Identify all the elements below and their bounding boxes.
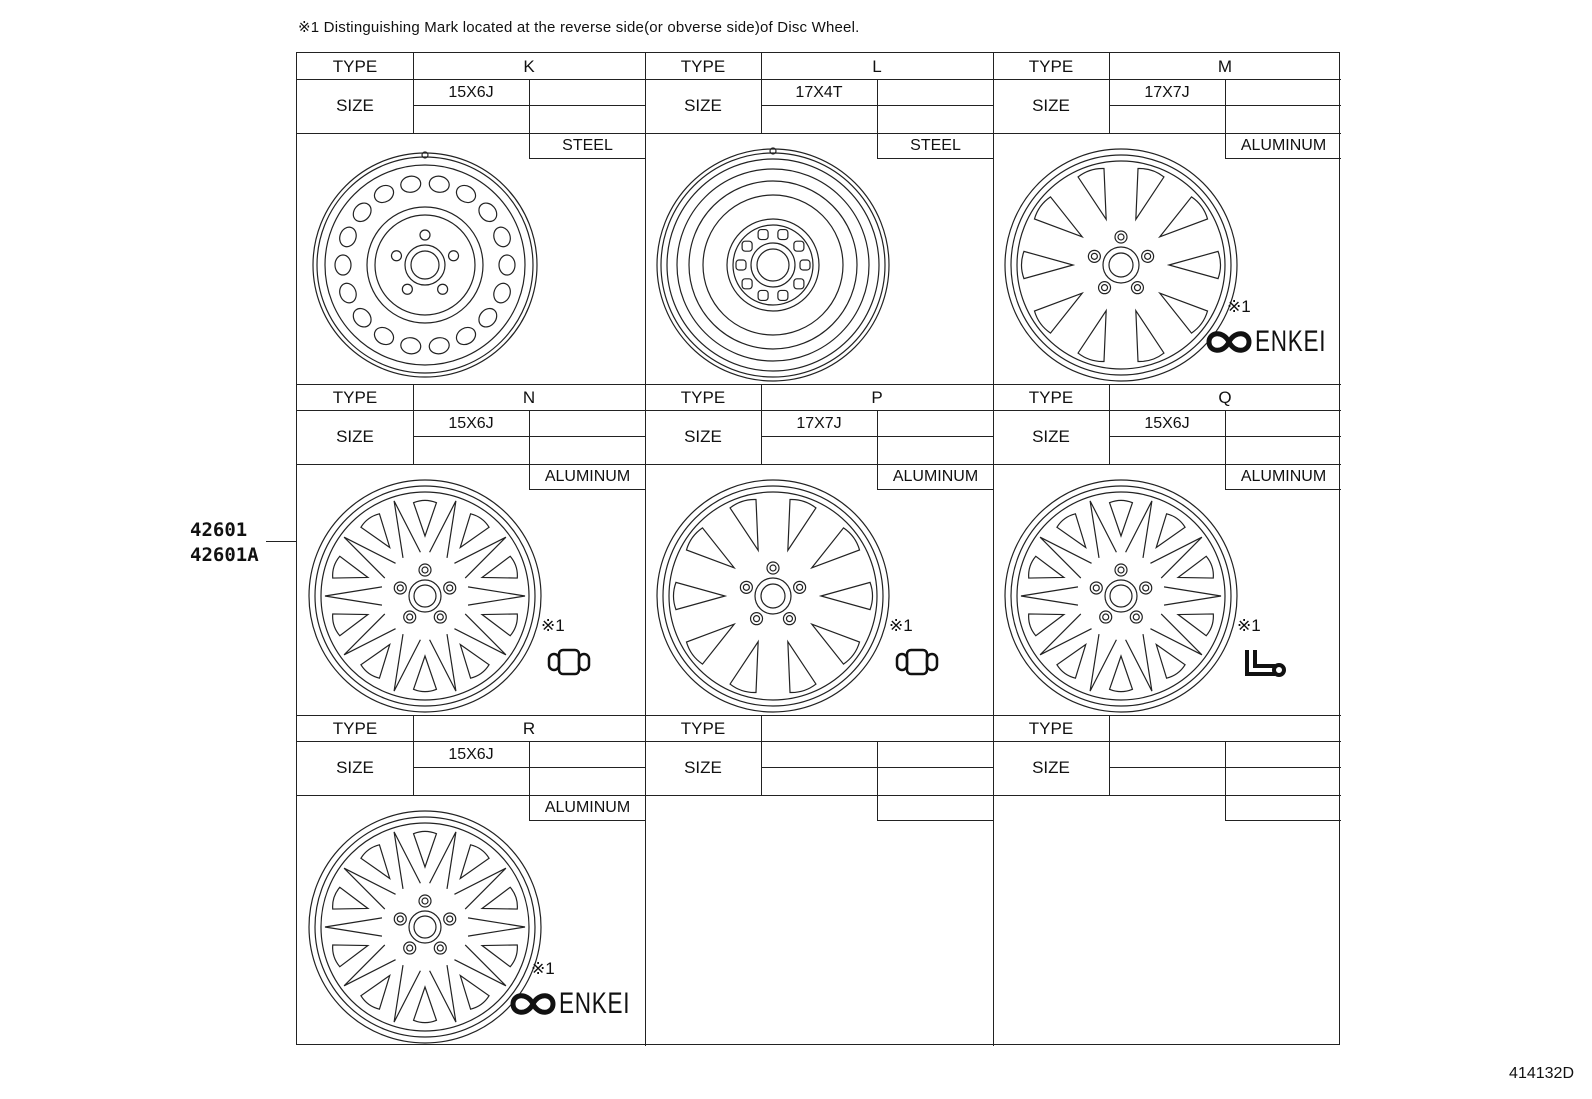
size-value: 15X6J bbox=[448, 84, 494, 101]
wheel-cell bbox=[645, 53, 993, 384]
type-value: M bbox=[1217, 57, 1233, 76]
type-label: TYPE bbox=[1028, 57, 1074, 76]
size-value: 17X4T bbox=[795, 84, 843, 101]
table-line bbox=[993, 795, 1225, 796]
table-line bbox=[761, 53, 762, 133]
table-line bbox=[877, 79, 878, 133]
table-line bbox=[993, 133, 1225, 134]
table-line bbox=[297, 410, 645, 411]
hook-mark-icon bbox=[1241, 646, 1289, 678]
table-line bbox=[645, 795, 877, 796]
spec-header bbox=[645, 715, 993, 795]
type-label: TYPE bbox=[680, 719, 726, 738]
type-label: TYPE bbox=[332, 719, 378, 738]
table-line bbox=[1109, 767, 1341, 768]
distinguishing-mark bbox=[545, 646, 593, 678]
part-number: 42601 bbox=[190, 519, 248, 541]
wheel-cell bbox=[297, 53, 645, 384]
wheel-cell bbox=[993, 384, 1341, 715]
table-line bbox=[761, 436, 993, 437]
size-label: SIZE bbox=[684, 96, 722, 115]
wheel-illustration bbox=[653, 476, 893, 721]
type-value bbox=[761, 715, 993, 741]
table-line bbox=[297, 464, 529, 465]
material-label bbox=[1225, 795, 1341, 821]
type-label: TYPE bbox=[1028, 719, 1074, 738]
table-line bbox=[877, 410, 878, 464]
wheel-cell bbox=[645, 384, 993, 715]
wheel-table bbox=[296, 52, 1340, 1045]
table-line bbox=[645, 741, 993, 742]
size-value bbox=[1109, 743, 1225, 767]
brand-name: ENKEI bbox=[1255, 325, 1327, 358]
spec-header bbox=[297, 384, 645, 464]
spec-header bbox=[993, 384, 1341, 464]
wheel-cell bbox=[297, 715, 645, 1046]
distinguishing-mark bbox=[1241, 646, 1289, 678]
size-value: 17X7J bbox=[1144, 84, 1190, 101]
type-value bbox=[1109, 715, 1341, 741]
size-label: SIZE bbox=[1032, 427, 1070, 446]
size-value: 17X7J bbox=[796, 415, 842, 432]
material-label: STEEL bbox=[877, 133, 993, 159]
material-label: ALUMINUM bbox=[1225, 133, 1341, 159]
enkei-logo-icon bbox=[1205, 326, 1253, 358]
table-line bbox=[413, 105, 645, 106]
distinguishing-mark bbox=[893, 646, 941, 678]
table-line bbox=[645, 410, 993, 411]
wheel-cell bbox=[645, 715, 993, 1046]
table-line bbox=[1225, 741, 1226, 795]
table-line bbox=[1109, 105, 1341, 106]
material-label: ALUMINUM bbox=[529, 795, 645, 821]
wheel-cell bbox=[993, 715, 1341, 1046]
spec-header bbox=[993, 715, 1341, 795]
table-line bbox=[413, 53, 414, 133]
size-label: SIZE bbox=[336, 96, 374, 115]
distinguishing-mark bbox=[1205, 325, 1350, 359]
size-value: 15X6J bbox=[448, 746, 494, 763]
table-line bbox=[1225, 410, 1226, 464]
material-label: ALUMINUM bbox=[877, 464, 993, 490]
size-value: 15X6J bbox=[1144, 415, 1190, 432]
type-value: K bbox=[523, 57, 535, 76]
material-label: ALUMINUM bbox=[1225, 464, 1341, 490]
size-label: SIZE bbox=[1032, 758, 1070, 777]
part-number: 42601A bbox=[190, 544, 259, 566]
size-label: SIZE bbox=[1032, 96, 1070, 115]
size-label: SIZE bbox=[684, 427, 722, 446]
table-line bbox=[993, 464, 1225, 465]
type-value: Q bbox=[1218, 388, 1232, 407]
spec-header bbox=[297, 715, 645, 795]
size-value bbox=[761, 743, 877, 767]
table-line bbox=[297, 741, 645, 742]
type-label: TYPE bbox=[1028, 388, 1074, 407]
mark-reference: ※1 bbox=[531, 959, 555, 978]
type-value: R bbox=[522, 719, 536, 738]
table-line bbox=[645, 133, 877, 134]
wheel-illustration bbox=[653, 145, 893, 390]
size-label: SIZE bbox=[336, 427, 374, 446]
size-label: SIZE bbox=[684, 758, 722, 777]
table-line bbox=[1225, 79, 1226, 133]
type-label: TYPE bbox=[332, 388, 378, 407]
table-line bbox=[877, 741, 878, 795]
size-label: SIZE bbox=[336, 758, 374, 777]
mark-reference: ※1 bbox=[1237, 616, 1261, 635]
type-value: N bbox=[522, 388, 536, 407]
distinguishing-mark bbox=[509, 987, 654, 1021]
type-label: TYPE bbox=[680, 388, 726, 407]
table-line bbox=[413, 384, 414, 464]
spec-header bbox=[993, 53, 1341, 133]
spec-header bbox=[645, 53, 993, 133]
table-line bbox=[297, 133, 529, 134]
spec-header bbox=[297, 53, 645, 133]
table-line bbox=[529, 410, 530, 464]
part-numbers bbox=[190, 518, 259, 568]
wheel-drawing bbox=[653, 476, 893, 716]
table-line bbox=[413, 436, 645, 437]
table-line bbox=[297, 79, 645, 80]
table-line bbox=[761, 767, 993, 768]
material-label: ALUMINUM bbox=[529, 464, 645, 490]
table-line bbox=[645, 464, 877, 465]
table-line bbox=[413, 715, 414, 795]
wheel-cell bbox=[993, 53, 1341, 384]
size-value: 15X6J bbox=[448, 415, 494, 432]
table-line bbox=[761, 384, 762, 464]
material-label bbox=[877, 795, 993, 821]
spec-header bbox=[645, 384, 993, 464]
table-line bbox=[645, 79, 993, 80]
wheel-drawing bbox=[653, 145, 893, 385]
table-line bbox=[761, 105, 993, 106]
type-label: TYPE bbox=[680, 57, 726, 76]
table-line bbox=[993, 410, 1341, 411]
wheel-drawing bbox=[305, 476, 545, 716]
table-line bbox=[993, 79, 1341, 80]
dumbbell-mark-icon bbox=[545, 646, 593, 678]
table-line bbox=[1109, 53, 1110, 133]
mark-reference: ※1 bbox=[889, 616, 913, 635]
leader-line bbox=[266, 541, 296, 542]
brand-name: ENKEI bbox=[559, 987, 631, 1020]
type-label: TYPE bbox=[332, 57, 378, 76]
table-line bbox=[1109, 436, 1341, 437]
table-line bbox=[993, 741, 1341, 742]
wheel-illustration bbox=[305, 145, 545, 390]
wheel-cell bbox=[297, 384, 645, 715]
table-line bbox=[529, 741, 530, 795]
footnote-text: ※1 Distinguishing Mark located at the reverse side(or obverse side)of Disc Wheel. bbox=[298, 19, 860, 36]
mark-reference: ※1 bbox=[1227, 297, 1251, 316]
type-value: P bbox=[871, 388, 883, 407]
wheel-illustration bbox=[305, 476, 545, 721]
type-value: L bbox=[872, 57, 882, 76]
table-line bbox=[761, 715, 762, 795]
enkei-logo-icon bbox=[509, 988, 557, 1020]
material-label: STEEL bbox=[529, 133, 645, 159]
wheel-drawing bbox=[305, 145, 545, 385]
table-line bbox=[1109, 715, 1110, 795]
table-line bbox=[529, 79, 530, 133]
table-line bbox=[1109, 384, 1110, 464]
figure-id: 414132D bbox=[1509, 1065, 1574, 1082]
wheel-illustration bbox=[1001, 476, 1241, 721]
dumbbell-mark-icon bbox=[893, 646, 941, 678]
mark-reference: ※1 bbox=[541, 616, 565, 635]
table-line bbox=[297, 795, 529, 796]
wheel-drawing bbox=[1001, 476, 1241, 716]
table-line bbox=[413, 767, 645, 768]
